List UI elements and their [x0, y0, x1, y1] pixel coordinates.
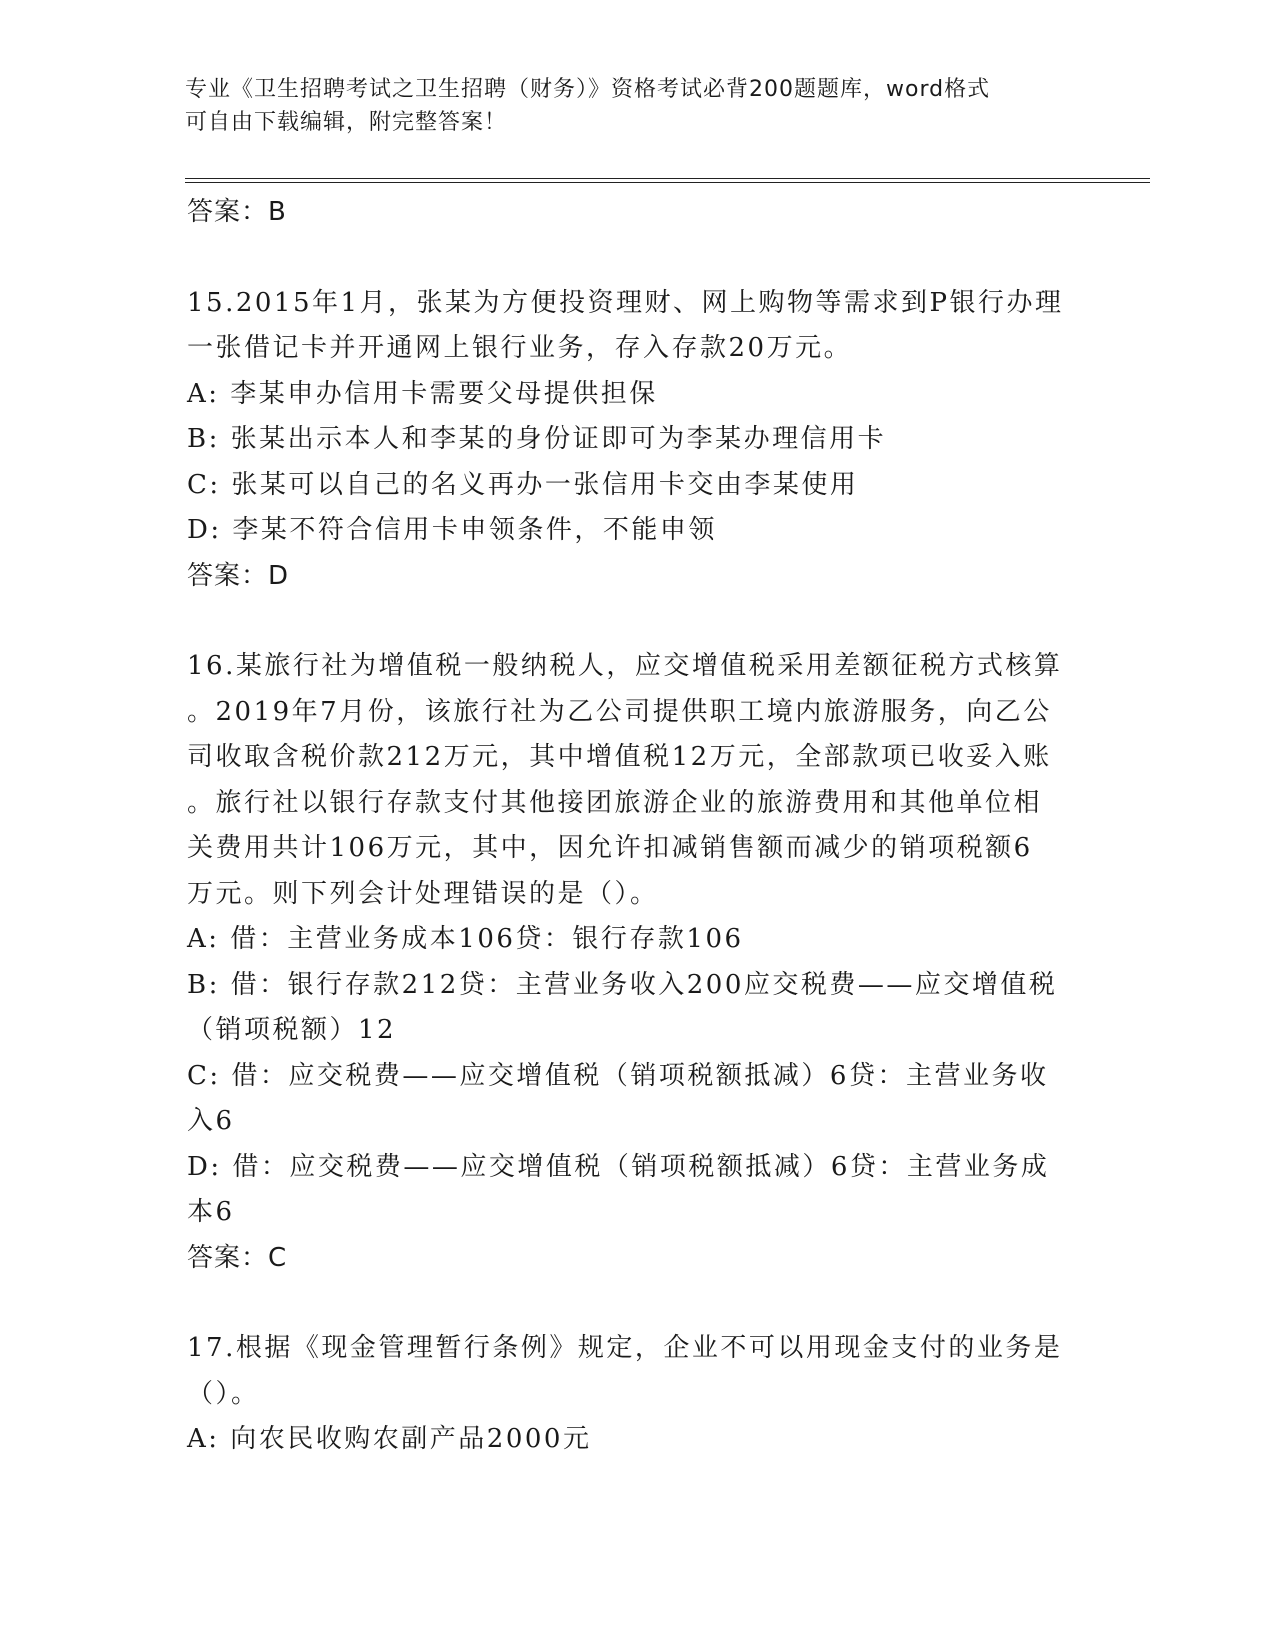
question-16-option-b-cont: （销项税额）12 [187, 1015, 397, 1045]
answer-15: 答案：D [187, 560, 290, 591]
question-16-option-d: D: 借：应交税费——应交增值税（销项税额抵减）6贷：主营业务成 [187, 1151, 1050, 1182]
question-16-option-c-cont: 入6 [187, 1106, 235, 1136]
header-line-2: 可自由下载编辑，附完整答案！ [185, 110, 508, 135]
header-divider-top [185, 178, 1150, 179]
spacer [187, 236, 1087, 281]
question-15-line-1: 15.2015年1月，张某为方便投资理财、网上购物等需求到P银行办理 [187, 287, 1064, 318]
question-15 [187, 281, 1087, 600]
question-16-line-3: 司收取含税价款212万元，其中增值税12万元，全部款项已收妥入账 [187, 742, 1052, 772]
question-16-line-6: 万元。则下列会计处理错误的是（）。 [187, 878, 659, 909]
question-15-option-a: A: 李某申办信用卡需要父母提供担保 [187, 378, 658, 409]
answer-16: 答案：C [187, 1242, 288, 1273]
question-16-option-d-cont: 本6 [187, 1197, 235, 1227]
question-15-option-b: B: 张某出示本人和李某的身份证即可为李某办理信用卡 [187, 424, 887, 454]
question-16-line-4: 。旅行社以银行存款支付其他接团旅游企业的旅游费用和其他单位相 [187, 787, 1043, 818]
header-divider-bottom [185, 182, 1150, 183]
question-16-line-1: 16.某旅行社为增值税一般纳税人，应交增值税采用差额征税方式核算 [187, 651, 1063, 681]
question-15-option-c: C: 张某可以自己的名义再办一张信用卡交由李某使用 [187, 469, 859, 500]
question-16-option-b: B: 借：银行存款212贷：主营业务收入200应交税费——应交增值税 [187, 969, 1058, 1000]
question-16-option-a: A: 借：主营业务成本106贷：银行存款106 [187, 924, 744, 954]
question-15-line-2: 一张借记卡并开通网上银行业务，存入存款20万元。 [187, 333, 853, 363]
question-17 [187, 1326, 1087, 1463]
question-15-option-d: D: 李某不符合信用卡申领条件，不能申领 [187, 515, 717, 545]
question-17-line-1: 17.根据《现金管理暂行条例》规定，企业不可以用现金支付的业务是 [187, 1333, 1063, 1363]
answer-14: 答案：B [187, 197, 287, 227]
question-16-line-2: 。2019年7月份，该旅行社为乙公司提供职工境内旅游服务，向乙公 [187, 696, 1052, 727]
question-16 [187, 644, 1087, 1281]
question-16-option-c: C: 借：应交税费——应交增值税（销项税额抵减）6贷：主营业务收 [187, 1060, 1049, 1091]
page-header [185, 73, 1065, 139]
question-17-line-2: （）。 [187, 1378, 260, 1409]
header-line-1: 专业《卫生招聘考试之卫生招聘（财务）》资格考试必背200题题库，word格式 [185, 77, 991, 102]
question-16-line-5: 关费用共计106万元，其中，因允许扣减销售额而减少的销项税额6 [187, 833, 1033, 863]
question-17-option-a: A: 向农民收购农副产品2000元 [187, 1424, 592, 1454]
spacer [187, 599, 1087, 644]
spacer [187, 1281, 1087, 1326]
question-list [187, 190, 1087, 1463]
